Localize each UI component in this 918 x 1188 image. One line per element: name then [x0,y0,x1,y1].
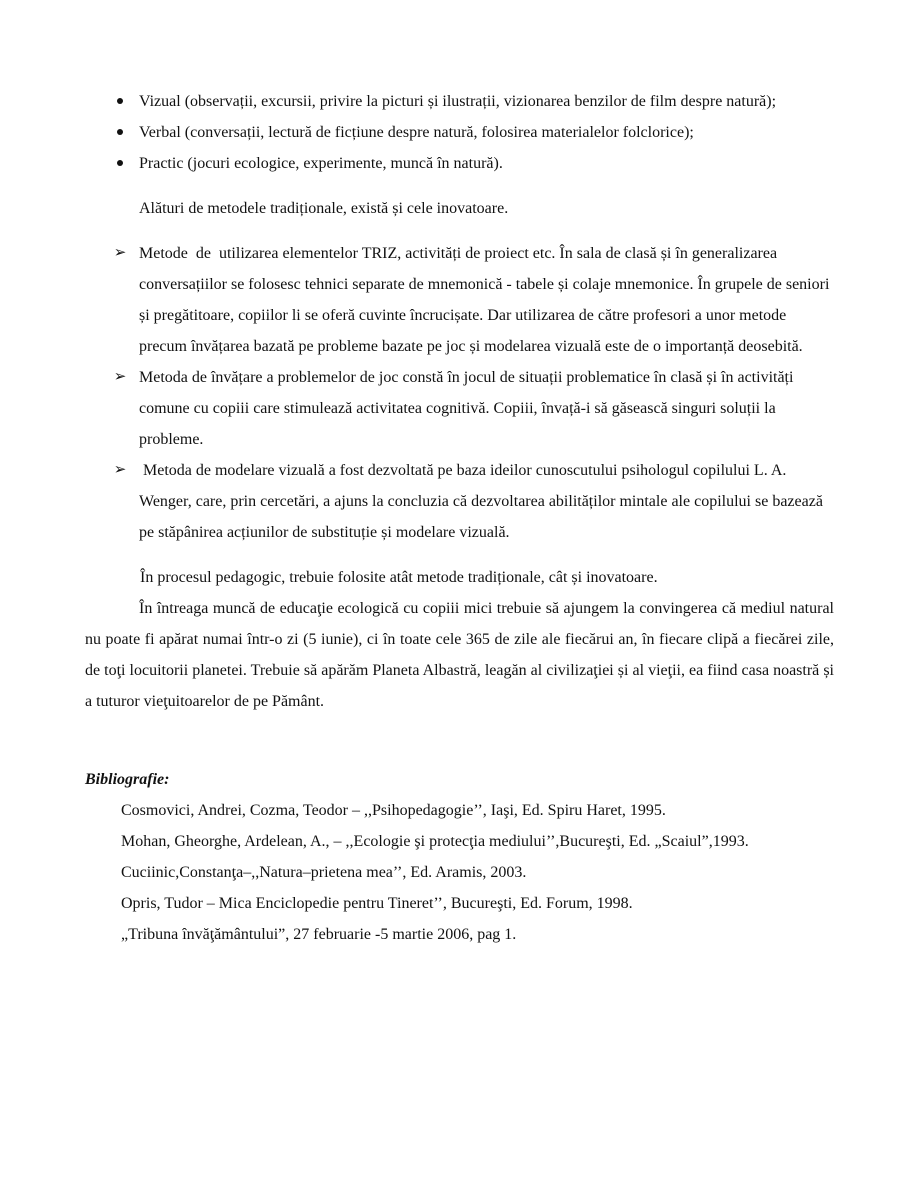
bullet-disc-icon [113,117,127,148]
arrow-bullet-icon: ➢ [113,245,127,261]
bibliography-list [85,795,834,950]
bibliography-entry: Cosmovici, Andrei, Cozma, Teodor – ,,Psihopedagogie’’, Iaşi, Ed. Spiru Haret, 1995. [121,802,666,819]
list-item [85,455,834,548]
list-item [85,117,834,148]
list-item-text: Metoda de modelare vizuală a fost dezvoltată pe baza ideilor cunoscutului psihologul copilului L. A. Wenger, care, prin cercetări, a ajuns la concluzia că dezvoltarea abilităților mintale ale copilului se bazează pe stăpânirea acțiunilor de substituție și modelare vizuală. [139,462,827,541]
bibliography-title: Bibliografie: [85,771,170,788]
intro-innovative-paragraph: Alături de metodele tradiționale, există și cele inovatoare. [139,200,509,217]
list-item-text: Verbal (conversații, lectură de ficțiune despre natură, folosirea materialelor folclorice); [139,124,694,141]
bibliography-entry: Opris, Tudor – Mica Enciclopedie pentru Tineret’’, Bucureşti, Ed. Forum, 1998. [121,895,633,912]
arrow-bullet-icon: ➢ [113,369,127,385]
list-item-text: Vizual (observații, excursii, privire la picturi și ilustrații, vizionarea benzilor de film despre natură); [139,93,777,110]
pedagogic-paragraph: În procesul pedagogic, trebuie folosite atât metode tradiționale, cât și inovatoare. [140,569,658,586]
conclusion-paragraph: În întreaga muncă de educaţie ecologică cu copiii mici trebuie să ajungem la convingerea că mediul natural nu poate fi apărat numai într-o zi (5 iunie), ci în toate cele 365 de zile ale fiecărui an, în fiecare clipă a fiecărei zile, de toţi locuitorii planetei. Trebuie să apărăm Planeta Albastră, leagăn al civilizaţiei și al vieţii, ea fiind casa noastră și a tuturor vieţuitoarelor de pe Pământ. [85,600,834,710]
list-item-text: Practic (jocuri ecologice, experimente, muncă în natură). [139,155,503,172]
list-item [85,238,834,362]
arrow-bullet-icon: ➢ [113,462,127,478]
bibliography-entry: Mohan, Gheorghe, Ardelean, A., – ,,Ecologie şi protecţia mediului’’,Bucureşti, Ed. „Scaiul”,1993. [121,833,749,850]
bibliography-entry: Cuciinic,Constanţa–,,Natura–prietena mea’’, Ed. Aramis, 2003. [121,864,527,881]
innovative-methods-list [85,238,834,548]
list-item-text: Metode de utilizarea elementelor TRIZ, activități de proiect etc. În sala de clasă și în generalizarea conversațiilor se folosesc tehnici separate de mnemonică - tabele și colaje mnemonice. În grupele de seniori și pregătitoare, copiilor li se oferă cuvinte încrucișate. Dar utilizarea de către profesori a unor metode precum învățarea bazată pe probleme bazate pe joc și modelarea vizuală este de o importanță deosebită. [139,245,834,355]
bibliography-entry: „Tribuna învăţământului”, 27 februarie -5 martie 2006, pag 1. [121,926,517,943]
methods-list [85,86,834,179]
bullet-disc-icon [113,148,127,179]
list-item [85,86,834,117]
document-page [85,86,834,950]
list-item-text: Metoda de învățare a problemelor de joc constă în jocul de situații problematice în clasă și în activități comune cu copiii care stimulează activitatea cognitivă. Copiii, învață-i să găsească singuri soluții la probleme. [139,369,794,448]
bullet-disc-icon [113,86,127,117]
list-item [85,362,834,455]
list-item [85,148,834,179]
